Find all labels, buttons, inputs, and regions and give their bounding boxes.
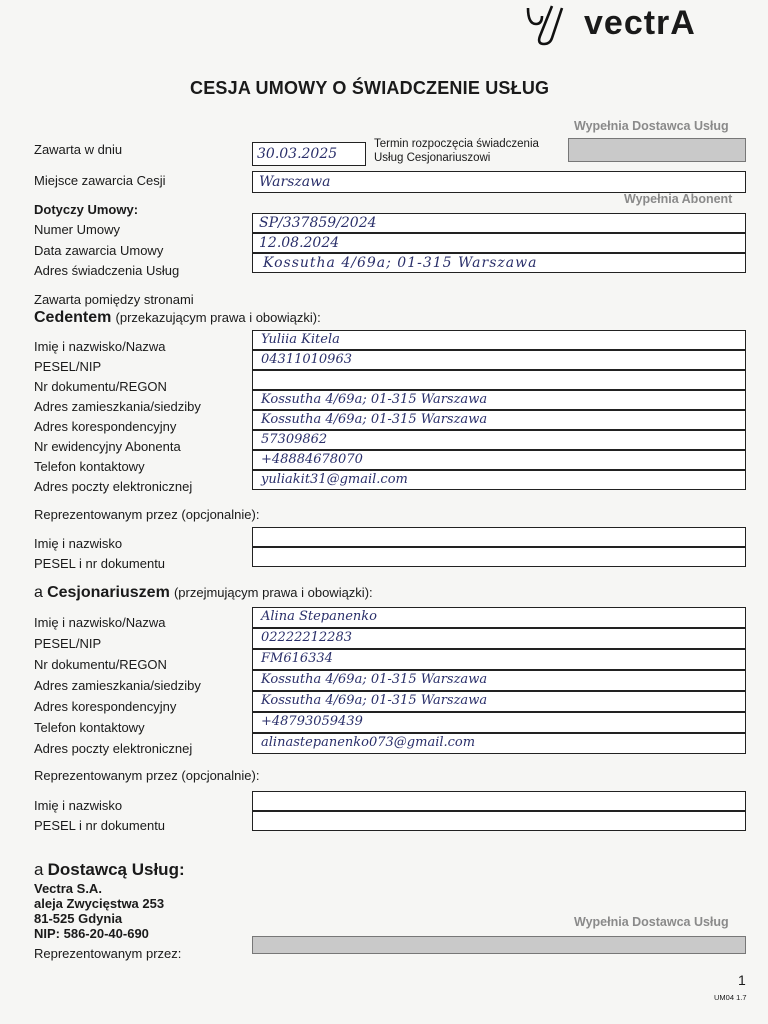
cessionary-row-value: +48793059439	[261, 714, 363, 729]
concluded-on-label: Zawarta w dniu	[34, 142, 123, 157]
logo-text: vectrA	[584, 4, 696, 42]
cessionary-row-value: Kossutha 4/69a; 01-315 Warszawa	[261, 672, 488, 687]
cedent-heading: Cedentem	[34, 309, 112, 326]
contract-number-field[interactable]	[252, 213, 746, 233]
contract-date-label: Data zawarcia Umowy	[34, 243, 164, 258]
cessionary-rep-row-field[interactable]	[252, 791, 746, 811]
cedent-row-field[interactable]	[252, 470, 746, 490]
cessionary-row-value: alinastepanenko073@gmail.com	[261, 735, 476, 750]
cedent-row-field[interactable]	[252, 430, 746, 450]
contract-number-value: SP/337859/2024	[259, 215, 377, 231]
cedent-row-label: Adres poczty elektronicznej	[34, 479, 193, 494]
provider-representative-field	[252, 936, 746, 954]
vectra-logo	[522, 2, 752, 48]
provider-line-1: Vectra S.A.	[34, 881, 102, 896]
provider-line-3: 81-525 Gdynia	[34, 911, 123, 926]
cedent-row-value: 04311010963	[261, 352, 352, 367]
cessionary-row-value: Kossutha 4/69a; 01-315 Warszawa	[261, 693, 488, 708]
provider-heading-line	[34, 860, 185, 880]
service-address-value: Kossutha 4/69a; 01-315 Warszawa	[263, 255, 538, 271]
provider-line-2: aleja Zwycięstwa 253	[34, 896, 165, 911]
contract-heading: Dotyczy Umowy:	[34, 202, 139, 217]
start-date-field	[568, 138, 746, 162]
provider-heading: Dostawcą Usług:	[47, 860, 185, 879]
cedent-row-label: Telefon kontaktowy	[34, 459, 145, 474]
concluded-on-field[interactable]	[252, 142, 366, 166]
contract-date-value: 12.08.2024	[259, 235, 340, 251]
start-date-label-1: Termin rozpoczęcia świadczenia	[374, 138, 539, 150]
cessionary-row-field[interactable]	[252, 712, 746, 733]
cessionary-row-value: FM616334	[261, 651, 333, 666]
cessionary-row-field[interactable]	[252, 670, 746, 691]
cedent-row-value: Kossutha 4/69a; 01-315 Warszawa	[261, 392, 488, 407]
cessionary-row-field[interactable]	[252, 607, 746, 628]
cessionary-row-label: Adres korespondencyjny	[34, 699, 177, 714]
cessionary-row-value: Alina Stepanenko	[261, 609, 377, 624]
cessionary-rep-row-field[interactable]	[252, 811, 746, 831]
contract-date-field[interactable]	[252, 233, 746, 253]
cedent-rep-row-label: PESEL i nr dokumentu	[34, 556, 166, 571]
cessionary-row-label: Adres zamieszkania/siedziby	[34, 678, 201, 693]
cessionary-row-field[interactable]	[252, 733, 746, 754]
cessionary-row-label: Adres poczty elektronicznej	[34, 741, 193, 756]
cedent-row-value: Kossutha 4/69a; 01-315 Warszawa	[261, 412, 488, 427]
start-date-label-2: Usług Cesjonariuszowi	[374, 152, 491, 164]
cessionary-rep-heading: Reprezentowanym przez (opcjonalnie):	[34, 768, 260, 783]
provider-fill-note-bottom: Wypełnia Dostawca Usług	[574, 915, 729, 929]
cessionary-heading: Cesjonariuszem	[47, 584, 170, 601]
cedent-rep-heading: Reprezentowanym przez (opcjonalnie):	[34, 507, 260, 522]
cedent-row-label: Adres korespondencyjny	[34, 419, 177, 434]
cedent-row-field[interactable]	[252, 390, 746, 410]
concluded-on-value: 30.03.2025	[257, 146, 338, 162]
place-value: Warszawa	[259, 174, 331, 190]
provider-prefix: a	[34, 860, 44, 879]
cedent-rep-row-field[interactable]	[252, 527, 746, 547]
cessionary-row-field[interactable]	[252, 649, 746, 670]
provider-fill-note: Wypełnia Dostawca Usług	[574, 119, 729, 133]
cessionary-row-field[interactable]	[252, 691, 746, 712]
cessionary-heading-note: (przejmującym prawa i obowiązki):	[173, 585, 373, 600]
page-number: 1	[738, 972, 746, 988]
cessionary-row-label: PESEL/NIP	[34, 636, 102, 651]
place-field[interactable]	[252, 171, 746, 193]
cedent-rep-row-field[interactable]	[252, 547, 746, 567]
cedent-row-field[interactable]	[252, 450, 746, 470]
cedent-row-field[interactable]	[252, 410, 746, 430]
subscriber-fill-note: Wypełnia Abonent	[624, 192, 733, 206]
provider-rep-label: Reprezentowanym przez:	[34, 946, 182, 961]
cedent-row-label: Nr ewidencyjny Abonenta	[34, 439, 181, 454]
provider-line-4: NIP: 586-20-40-690	[34, 926, 149, 941]
cedent-row-label: Imię i nazwisko/Nazwa	[34, 339, 166, 354]
cessionary-row-label: Telefon kontaktowy	[34, 720, 145, 735]
cedent-row-label: Adres zamieszkania/siedziby	[34, 399, 201, 414]
cedent-row-field[interactable]	[252, 370, 746, 390]
cessionary-heading-line	[34, 584, 373, 602]
cessionary-row-value: 02222212283	[261, 630, 352, 645]
contract-number-label: Numer Umowy	[34, 222, 120, 237]
cessionary-row-label: Imię i nazwisko/Nazwa	[34, 615, 166, 630]
cedent-row-label: PESEL/NIP	[34, 359, 102, 374]
clip-icon	[522, 2, 570, 48]
cedent-row-field[interactable]	[252, 330, 746, 350]
cedent-row-value: +48884678070	[261, 452, 363, 467]
cedent-heading-line	[34, 309, 321, 327]
between-text: Zawarta pomiędzy stronami	[34, 292, 194, 307]
place-label: Miejsce zawarcia Cesji	[34, 173, 166, 188]
cedent-heading-note: (przekazującym prawa i obowiązki):	[115, 310, 321, 325]
cedent-row-value: Yuliia Kitela	[261, 332, 340, 347]
cessionary-prefix: a	[34, 584, 43, 601]
cedent-row-field[interactable]	[252, 350, 746, 370]
service-address-label: Adres świadczenia Usług	[34, 263, 180, 278]
form-code: UM04 1.7	[714, 993, 747, 1002]
service-address-field[interactable]	[252, 253, 746, 273]
cessionary-rep-row-label: PESEL i nr dokumentu	[34, 818, 166, 833]
cessionary-rep-row-label: Imię i nazwisko	[34, 798, 123, 813]
cessionary-row-field[interactable]	[252, 628, 746, 649]
cedent-row-value: 57309862	[261, 432, 328, 447]
cedent-row-label: Nr dokumentu/REGON	[34, 379, 167, 394]
cedent-row-value: yuliakit31@gmail.com	[261, 472, 408, 487]
cessionary-row-label: Nr dokumentu/REGON	[34, 657, 167, 672]
cedent-rep-row-label: Imię i nazwisko	[34, 536, 123, 551]
document-title: CESJA UMOWY O ŚWIADCZENIE USŁUG	[190, 78, 550, 98]
